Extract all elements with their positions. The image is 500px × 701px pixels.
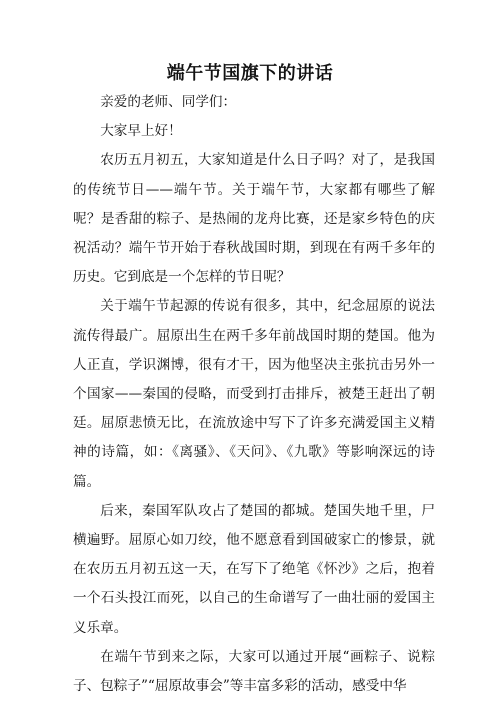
paragraph-4: 在端午节到来之际，大家可以通过开展“画粽子、说粽子、包粽子”“屈原故事会”等丰富多彩的活动，感受中华 (73, 648, 435, 695)
document-title: 端午节国旗下的讲话 (166, 63, 334, 84)
paragraph-2: 关于端午节起源的传说有很多，其中，纪念屈原的说法流传得最广。屈原出生在两千多年前战国时期的楚国。他为人正直，学识渊博，很有才干，因为他坚决主张抗击另外一个国家——秦国的侵略，而受到打击排斥，被楚王赶出了朝廷。屈原悲愤无比，在流放途中写下了许多充满爱国主义精神的诗篇，如：《离骚》、《天问》、《九歌》等影响深远的诗篇。 (73, 298, 435, 490)
paragraph-1: 农历五月初五，大家知道是什么日子吗？对了，是我国的传统节日——端午节。关于端午节，大家都有哪些了解呢？是香甜的粽子、是热闹的龙舟比赛，还是家乡特色的庆祝活动？端午节开始于春秋战国时期，到现在有两千多年的历史。它到底是一个怎样的节日呢？ (73, 152, 435, 286)
document-body (73, 88, 435, 701)
paragraph-3: 后来，秦国军队攻占了楚国的都城。楚国失地千里，尸横遍野。屈原心如刀绞，他不愿意看到国破家亡的惨景，就在农历五月初五这一天，在写下了绝笔《怀沙》之后，抱着一个石头投江而死，以自己的生命谱写了一曲壮丽的爱国主义乐章。 (73, 502, 435, 636)
salutation: 亲爱的老师、同学们： (100, 94, 237, 110)
greeting: 大家早上好！ (100, 123, 182, 140)
